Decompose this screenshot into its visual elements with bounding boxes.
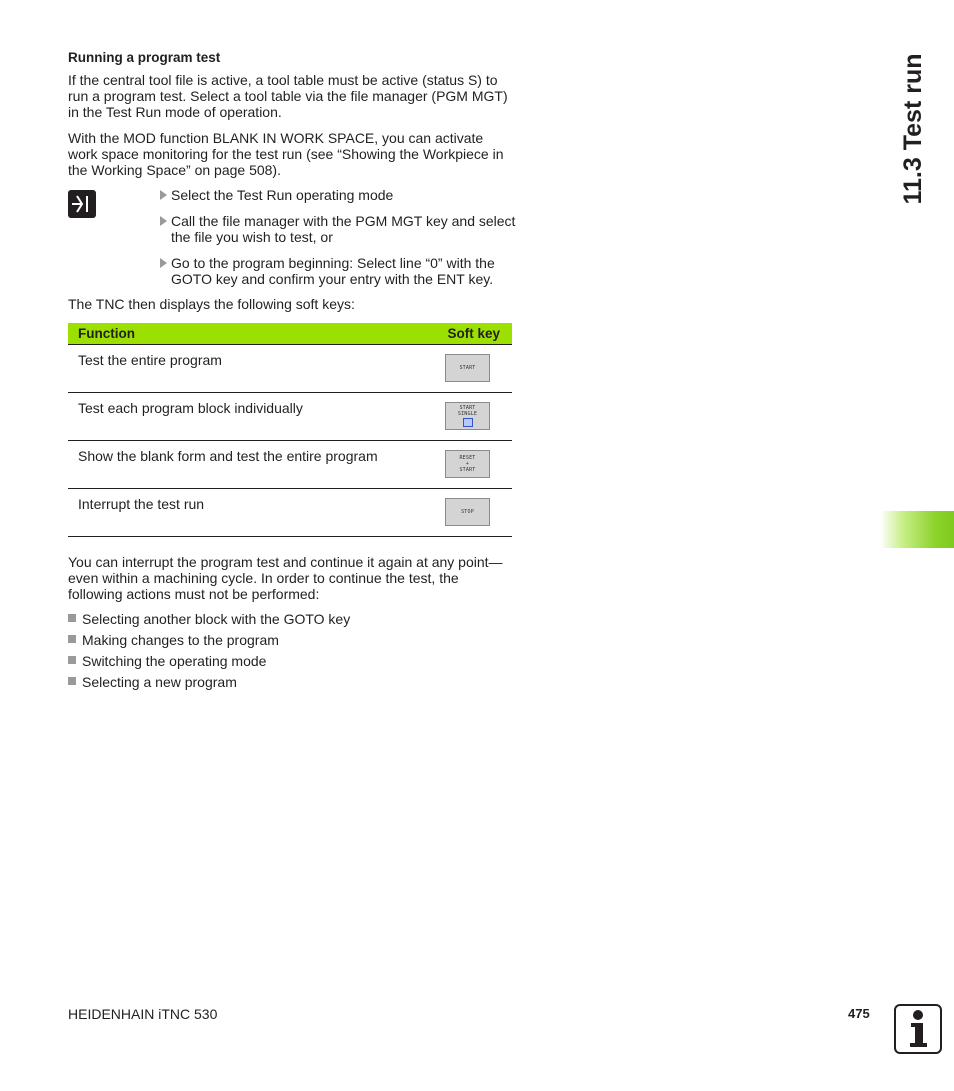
softkey-label: SINGLE: [457, 411, 478, 417]
list-item-text: Making changes to the program: [82, 632, 279, 648]
test-run-mode-icon: [68, 190, 96, 218]
start-softkey[interactable]: [445, 354, 490, 382]
softkey-label: +: [465, 461, 470, 467]
info-icon: [894, 1004, 942, 1054]
list-item: [68, 611, 350, 632]
bullet-square-icon: [68, 614, 76, 622]
softkey-table: [68, 323, 512, 537]
list-item-text: Selecting another block with the GOTO key: [82, 611, 351, 627]
step-call-file-manager: [160, 213, 526, 245]
function-text: Interrupt the test run: [78, 496, 205, 512]
softkey-label: STOP: [461, 509, 474, 515]
softkey-label: RESET: [459, 455, 476, 461]
footer-product: HEIDENHAIN iTNC 530: [68, 1006, 218, 1022]
bullet-square-icon: [68, 677, 76, 685]
step-text: Go to the program beginning: Select line “0” with the GOTO key and confirm your entry with the ENT key.: [171, 255, 495, 287]
step-text: Call the file manager with the PGM MGT key and select the file you wish to test, or: [171, 213, 516, 245]
step-text: Select the Test Run operating mode: [171, 187, 394, 203]
table-row: [68, 489, 512, 537]
section-heading: Running a program test: [68, 50, 221, 65]
paragraph-blank-in-work-space: With the MOD function BLANK IN WORK SPACE, you can activate work space monitoring for the test run (see “Showing the Workpiece in the Working Space” on page 508).: [68, 130, 504, 178]
list-item-text: Switching the operating mode: [82, 653, 267, 669]
chapter-title-text: 11.3 Test run: [899, 53, 927, 205]
table-row: [68, 441, 512, 489]
step-arrow-icon: [160, 216, 167, 226]
header-function: Function: [78, 325, 135, 341]
start-single-softkey[interactable]: [445, 402, 490, 430]
chapter-title-vertical: [873, 44, 953, 214]
step-arrow-icon: [160, 258, 167, 268]
function-text: Show the blank form and test the entire program: [78, 448, 378, 464]
function-text: Test each program block individually: [78, 400, 303, 416]
paragraph-interrupt-test: You can interrupt the program test and continue it again at any point—even within a machining cycle. In order to continue the test, the following actions must not be performed:: [68, 554, 503, 602]
step-go-to-beginning: [160, 255, 526, 287]
stop-softkey[interactable]: [445, 498, 490, 526]
header-softkey: Soft key: [447, 325, 500, 341]
table-row: [68, 393, 512, 441]
list-item: [68, 653, 350, 674]
step-select-test-run: [160, 187, 526, 203]
step-arrow-icon: [160, 190, 167, 200]
softkey-label: START: [459, 405, 476, 411]
paragraph-soft-keys-intro: The TNC then displays the following soft keys:: [68, 296, 355, 312]
bullet-square-icon: [68, 635, 76, 643]
softkey-label: START: [459, 365, 476, 371]
list-item: [68, 674, 350, 695]
paragraph-tool-table: If the central tool file is active, a tool table must be active (status S) to run a program test. Select a tool table via the file manager (PGM MGT) in the Test Run mode of operation.: [68, 72, 508, 120]
chapter-thumb-tab: [880, 511, 954, 548]
list-item: [68, 632, 350, 653]
bullet-square-icon: [68, 656, 76, 664]
single-block-icon: [463, 418, 473, 427]
function-text: Test the entire program: [78, 352, 222, 368]
table-row: [68, 345, 512, 393]
bullet-list: [68, 611, 350, 695]
page-number: 475: [848, 1006, 870, 1021]
softkey-label: START: [459, 467, 476, 473]
table-header: [68, 323, 512, 345]
list-item-text: Selecting a new program: [82, 674, 237, 690]
reset-start-softkey[interactable]: [445, 450, 490, 478]
